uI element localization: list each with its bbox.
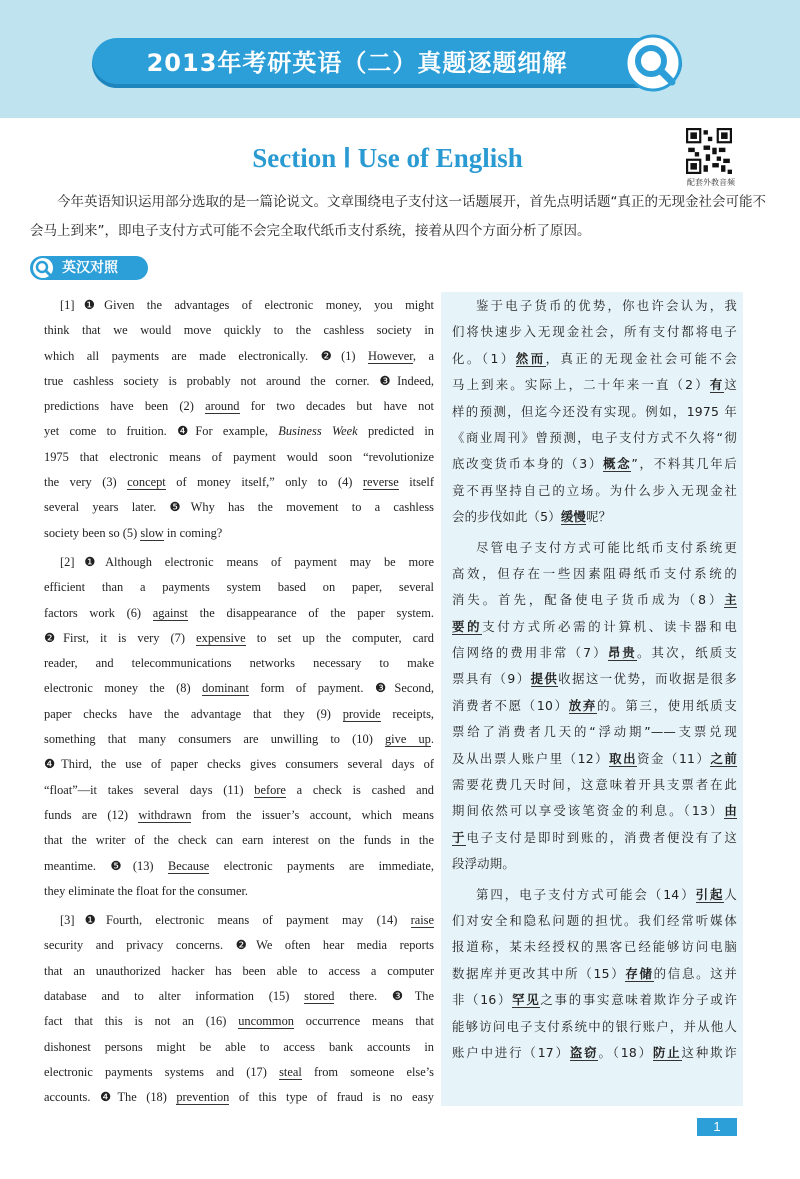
text-segment: ❹Third, the use of paper checks gives consumers several days of xyxy=(44,757,434,772)
text-segment: 鉴于电子货币的优势，你也许会认为，我 xyxy=(476,298,737,313)
text-segment: 的。第三，使用纸质支 xyxy=(597,697,737,713)
text-line xyxy=(452,478,737,504)
text-segment: 1975 that electronic means of payment would soon “revolutionize xyxy=(44,449,434,464)
text-segment: database and to alter information (15) xyxy=(44,989,305,1004)
text-segment: 报道称，某未经授权的黑客已经能够访问电脑 xyxy=(452,939,737,955)
text-segment: fact that this is not an (16) xyxy=(44,1014,239,1029)
text-line xyxy=(44,727,434,752)
text-segment: to set up the computer, card xyxy=(245,630,434,645)
text-segment: for two decades but have not xyxy=(239,399,434,414)
text-line xyxy=(452,693,737,719)
text-segment: electronic payments are immediate, xyxy=(209,858,434,873)
section-title: Section Ⅰ Use of English xyxy=(252,143,523,173)
text-segment: 消费者不愿（10） xyxy=(452,697,569,713)
text-segment: security and privacy concerns. ❷We often hear media reports xyxy=(44,938,434,953)
text-line xyxy=(452,987,737,1013)
answer-word: prevention xyxy=(176,1090,230,1105)
text-segment: predicted in xyxy=(357,424,434,439)
text-segment: from someone else’s xyxy=(301,1064,435,1079)
text-segment: 票具有（9） xyxy=(452,671,531,687)
text-line xyxy=(452,772,737,798)
answer-word: before xyxy=(254,782,286,797)
text-segment: “float”—it takes several days (11) xyxy=(44,782,255,797)
text-segment: ❷First, it is very (7) xyxy=(44,630,197,645)
text-line xyxy=(452,1014,737,1040)
tag-label: 英汉对照 xyxy=(62,260,118,276)
text-line xyxy=(44,495,434,520)
text-segment: the disappearance of the paper system. xyxy=(187,605,434,620)
text-line xyxy=(44,803,434,828)
text-segment: reader, and telecommunications networks necessary to make xyxy=(44,656,434,671)
answer-word: dominant xyxy=(202,681,249,696)
text-segment: 能够访问电子支付系统中的银行账户，并从他人 xyxy=(452,1018,737,1034)
text-segment: 及从出票人账户里（12） xyxy=(452,750,610,766)
text-segment: ，真正的无现金社会可能不会 xyxy=(545,350,737,366)
text-segment: 呢？ xyxy=(586,509,612,525)
text-line xyxy=(44,828,434,853)
text-line xyxy=(452,319,737,345)
text-line xyxy=(44,445,434,470)
text-line xyxy=(44,394,434,419)
text-segment: accounts. ❹The (18) xyxy=(44,1090,177,1105)
text-segment: 第四，电子支付方式可能会（14） xyxy=(476,886,696,902)
answer-word: 引起 xyxy=(695,886,725,902)
answer-word: expensive xyxy=(196,630,246,645)
text-line xyxy=(44,984,434,1009)
magnifier-icon xyxy=(32,257,54,279)
text-segment: Business Week xyxy=(278,424,358,439)
text-segment: 票给了消费者几天的“浮动期”——支票兑现 xyxy=(452,724,737,740)
answer-word: around xyxy=(205,399,240,414)
text-line xyxy=(44,318,434,343)
magnifier-icon xyxy=(624,34,682,92)
text-segment: factors work (6) xyxy=(44,605,153,620)
text-segment: electronic payments systems and (17) xyxy=(44,1064,280,1079)
text-line xyxy=(452,293,737,319)
answer-word: 之前 xyxy=(710,750,738,766)
text-segment: 资金（11） xyxy=(637,750,711,766)
answer-word: stored xyxy=(304,989,335,1004)
english-passage xyxy=(44,293,434,1103)
text-segment: 段浮动期。 xyxy=(452,856,515,872)
text-segment: electronic money the (8) xyxy=(44,681,203,696)
text-line xyxy=(44,854,434,879)
answer-word: slow xyxy=(140,525,164,540)
text-segment: 期间依然可以享受该笔资金的利息。（13） xyxy=(452,803,725,819)
text-segment: meantime. ❺(13) xyxy=(44,858,168,873)
text-line xyxy=(452,851,737,877)
text-segment: 信网络的费用非常（7） xyxy=(452,645,608,661)
text-segment: itself xyxy=(398,475,435,490)
text-line xyxy=(44,369,434,394)
text-segment: which all payments are made electronically. ❷(1) xyxy=(44,348,368,363)
text-segment: of this type of fraud is no easy xyxy=(229,1090,434,1105)
text-segment: several years later. ❺Why has the movement to a cashless xyxy=(44,500,434,515)
text-line xyxy=(44,778,434,803)
text-line xyxy=(452,614,737,640)
answer-word: 主 xyxy=(724,592,737,608)
answer-word: 概念 xyxy=(603,456,632,472)
answer-word: against xyxy=(152,605,188,620)
text-segment: 样的预测，但迄今还没有实现。例如，1975 年 xyxy=(452,403,737,419)
answer-word: 罕见 xyxy=(512,992,541,1008)
text-line xyxy=(452,504,737,530)
text-segment: [3]❶Fourth, electronic means of payment may (14) xyxy=(60,913,411,928)
answer-word: 要的 xyxy=(452,618,483,634)
text-line xyxy=(44,419,434,444)
text-line xyxy=(44,575,434,600)
text-line xyxy=(452,798,737,824)
text-segment: a check is cashed and xyxy=(285,782,434,797)
answer-word: However xyxy=(368,348,413,363)
text-segment: 马上到来。实际上，二十年来一直（2） xyxy=(452,377,710,393)
text-line xyxy=(44,752,434,777)
text-segment: occurrence means that xyxy=(293,1014,434,1029)
text-segment: that the writer of the check can earn interest on the funds in the xyxy=(44,833,434,848)
text-line xyxy=(452,746,737,772)
text-segment: 消失。首先，配备使电子货币成为（8） xyxy=(452,592,725,608)
answer-word: steal xyxy=(279,1064,302,1079)
text-segment: receipts, xyxy=(380,706,434,721)
text-segment: 底改变货币本身的（3） xyxy=(452,456,604,472)
text-line xyxy=(452,561,737,587)
text-line xyxy=(452,587,737,613)
text-line xyxy=(452,666,737,692)
text-segment: efficient than a payments system based on paper, several xyxy=(44,580,434,595)
text-line xyxy=(452,882,737,908)
text-line xyxy=(44,550,434,575)
text-segment: true cashless society is probably not around the corner. ❸Indeed, xyxy=(44,373,434,388)
text-segment: 的信息。这并 xyxy=(653,965,737,981)
text-line xyxy=(452,535,737,561)
answer-word: 提供 xyxy=(530,671,559,687)
text-segment: 需要花费几天时间，这意味着开具支票者在此 xyxy=(452,777,737,793)
answer-word: 防止 xyxy=(652,1044,682,1060)
text-segment: 。（18） xyxy=(598,1044,653,1060)
text-segment: in coming? xyxy=(163,525,223,540)
page-number: 1 xyxy=(697,1118,737,1136)
text-line xyxy=(44,1085,434,1110)
text-segment: the very (3) xyxy=(44,475,128,490)
answer-word: 然而 xyxy=(515,350,546,366)
answer-word: 缓慢 xyxy=(560,509,586,525)
answer-word: 于 xyxy=(452,829,467,845)
text-line xyxy=(452,934,737,960)
text-segment: 高效，但存在一些因素阻碍纸币支付系统的 xyxy=(452,565,737,581)
text-segment: 数据库并更改其中所（15） xyxy=(452,965,626,981)
text-line xyxy=(44,676,434,701)
qr-caption: 配套外教音频 xyxy=(687,178,735,187)
text-segment: something that many consumers are unwilling to (10) xyxy=(44,732,385,747)
text-segment: predictions have been (2) xyxy=(44,399,206,414)
text-line xyxy=(452,961,737,987)
text-segment: 们对安全和隐私问题的担忧。我们经常听媒体 xyxy=(452,912,737,928)
answer-word: 有 xyxy=(709,377,725,393)
text-line xyxy=(452,640,737,666)
text-segment: [1]❶Given the advantages of electronic money, you might xyxy=(60,298,434,312)
text-segment: 非（16） xyxy=(452,992,513,1008)
text-segment: [2]❶Although electronic means of payment may be more xyxy=(60,554,434,569)
text-line xyxy=(44,1035,434,1060)
answer-word: reverse xyxy=(362,475,399,490)
text-line xyxy=(44,933,434,958)
answer-word: withdrawn xyxy=(138,807,192,822)
text-segment: . xyxy=(430,732,434,747)
text-segment: 们将快速步入无现金社会，所有支付都将电子 xyxy=(452,324,737,340)
chinese-translation xyxy=(452,293,737,1066)
text-line xyxy=(44,651,434,676)
text-segment: 之事的事实意味着欺诈分子或许 xyxy=(540,992,737,1008)
text-segment: dishonest persons might be able to access bank accounts in xyxy=(44,1039,434,1054)
text-segment: society been so (5) xyxy=(44,525,141,540)
text-segment: ”，不料其几年后 xyxy=(631,456,737,472)
text-line xyxy=(44,626,434,651)
intro-paragraph: 今年英语知识运用部分选取的是一篇论说文。文章围绕电子支付这一话题展开，首先点明话题“真正的无现金社会可能不会马上到来”，即电子支付方式可能不会完全取代纸币支付系统，接着从四个方面分析了原因。 xyxy=(30,194,766,239)
text-line xyxy=(452,825,737,851)
text-line xyxy=(44,702,434,727)
text-segment: 。其次，纸质支 xyxy=(636,645,737,661)
text-line xyxy=(44,344,434,369)
answer-word: 存储 xyxy=(625,965,654,981)
text-line xyxy=(452,425,737,451)
answer-word: provide xyxy=(342,706,381,721)
text-segment: from the issuer’s account, which means xyxy=(191,807,434,822)
text-segment: 会的步伐如此（5） xyxy=(452,509,561,525)
text-line xyxy=(44,1060,434,1085)
text-segment: they eliminate the float for the consumer. xyxy=(44,883,249,898)
answer-word: 由 xyxy=(724,803,737,819)
page-title: 2013年考研英语（二）真题逐题细解 xyxy=(146,49,568,77)
text-line xyxy=(44,908,434,933)
answer-word: give up xyxy=(384,732,431,747)
text-segment: 收据这一优势，而收据是很多 xyxy=(558,671,737,687)
answer-word: 盗窃 xyxy=(569,1044,599,1060)
answer-word: Because xyxy=(168,858,210,873)
text-segment: 电子支付是即时到账的，消费者便没有了这 xyxy=(466,829,737,845)
text-line xyxy=(44,601,434,626)
text-segment: 化。（1） xyxy=(452,350,516,366)
text-segment: of money itself,” only to (4) xyxy=(165,475,363,490)
text-line xyxy=(44,470,434,495)
text-segment: funds are (12) xyxy=(44,807,139,822)
text-line xyxy=(44,879,434,904)
text-segment: think that we would move quickly to the cashless society in xyxy=(44,323,434,338)
text-line xyxy=(44,521,434,546)
qr-code-icon[interactable] xyxy=(686,128,732,174)
text-segment: 这 xyxy=(724,377,737,393)
text-segment: 人 xyxy=(724,886,738,902)
text-segment: 支付方式所必需的计算机、读卡器和电 xyxy=(482,618,738,634)
text-segment: 账户中进行（17） xyxy=(452,1044,570,1060)
text-line xyxy=(452,1040,737,1066)
text-segment: that an unauthorized hacker has been able to access a computer xyxy=(44,963,434,978)
text-line xyxy=(452,399,737,425)
text-segment: , a xyxy=(412,348,434,363)
text-segment: there. ❸The xyxy=(334,989,435,1004)
text-segment: form of payment. ❸Second, xyxy=(248,681,435,696)
answer-word: 昂贵 xyxy=(607,645,637,661)
text-line xyxy=(44,1009,434,1034)
text-line xyxy=(452,719,737,745)
text-segment: yet come to fruition. ❹For example, xyxy=(44,424,279,439)
answer-word: concept xyxy=(127,475,166,490)
text-line xyxy=(452,372,737,398)
answer-word: uncommon xyxy=(238,1014,294,1029)
text-line xyxy=(44,959,434,984)
text-line xyxy=(452,451,737,477)
text-line xyxy=(44,293,434,318)
text-segment: 尽管电子支付方式可能比纸币支付系统更 xyxy=(476,539,737,555)
answer-word: 放弃 xyxy=(568,697,598,713)
text-line xyxy=(452,908,737,934)
text-segment: paper checks have the advantage that they (9) xyxy=(44,706,343,721)
answer-word: 取出 xyxy=(609,750,638,766)
text-line xyxy=(452,346,737,372)
text-segment: 竟不再坚持自己的立场。为什么步入无现金社 xyxy=(452,482,737,498)
text-segment: 这种欺诈 xyxy=(681,1044,737,1060)
answer-word: raise xyxy=(410,913,434,928)
text-segment: 《商业周刊》曾预测，电子支付方式不久将“彻 xyxy=(452,429,737,445)
